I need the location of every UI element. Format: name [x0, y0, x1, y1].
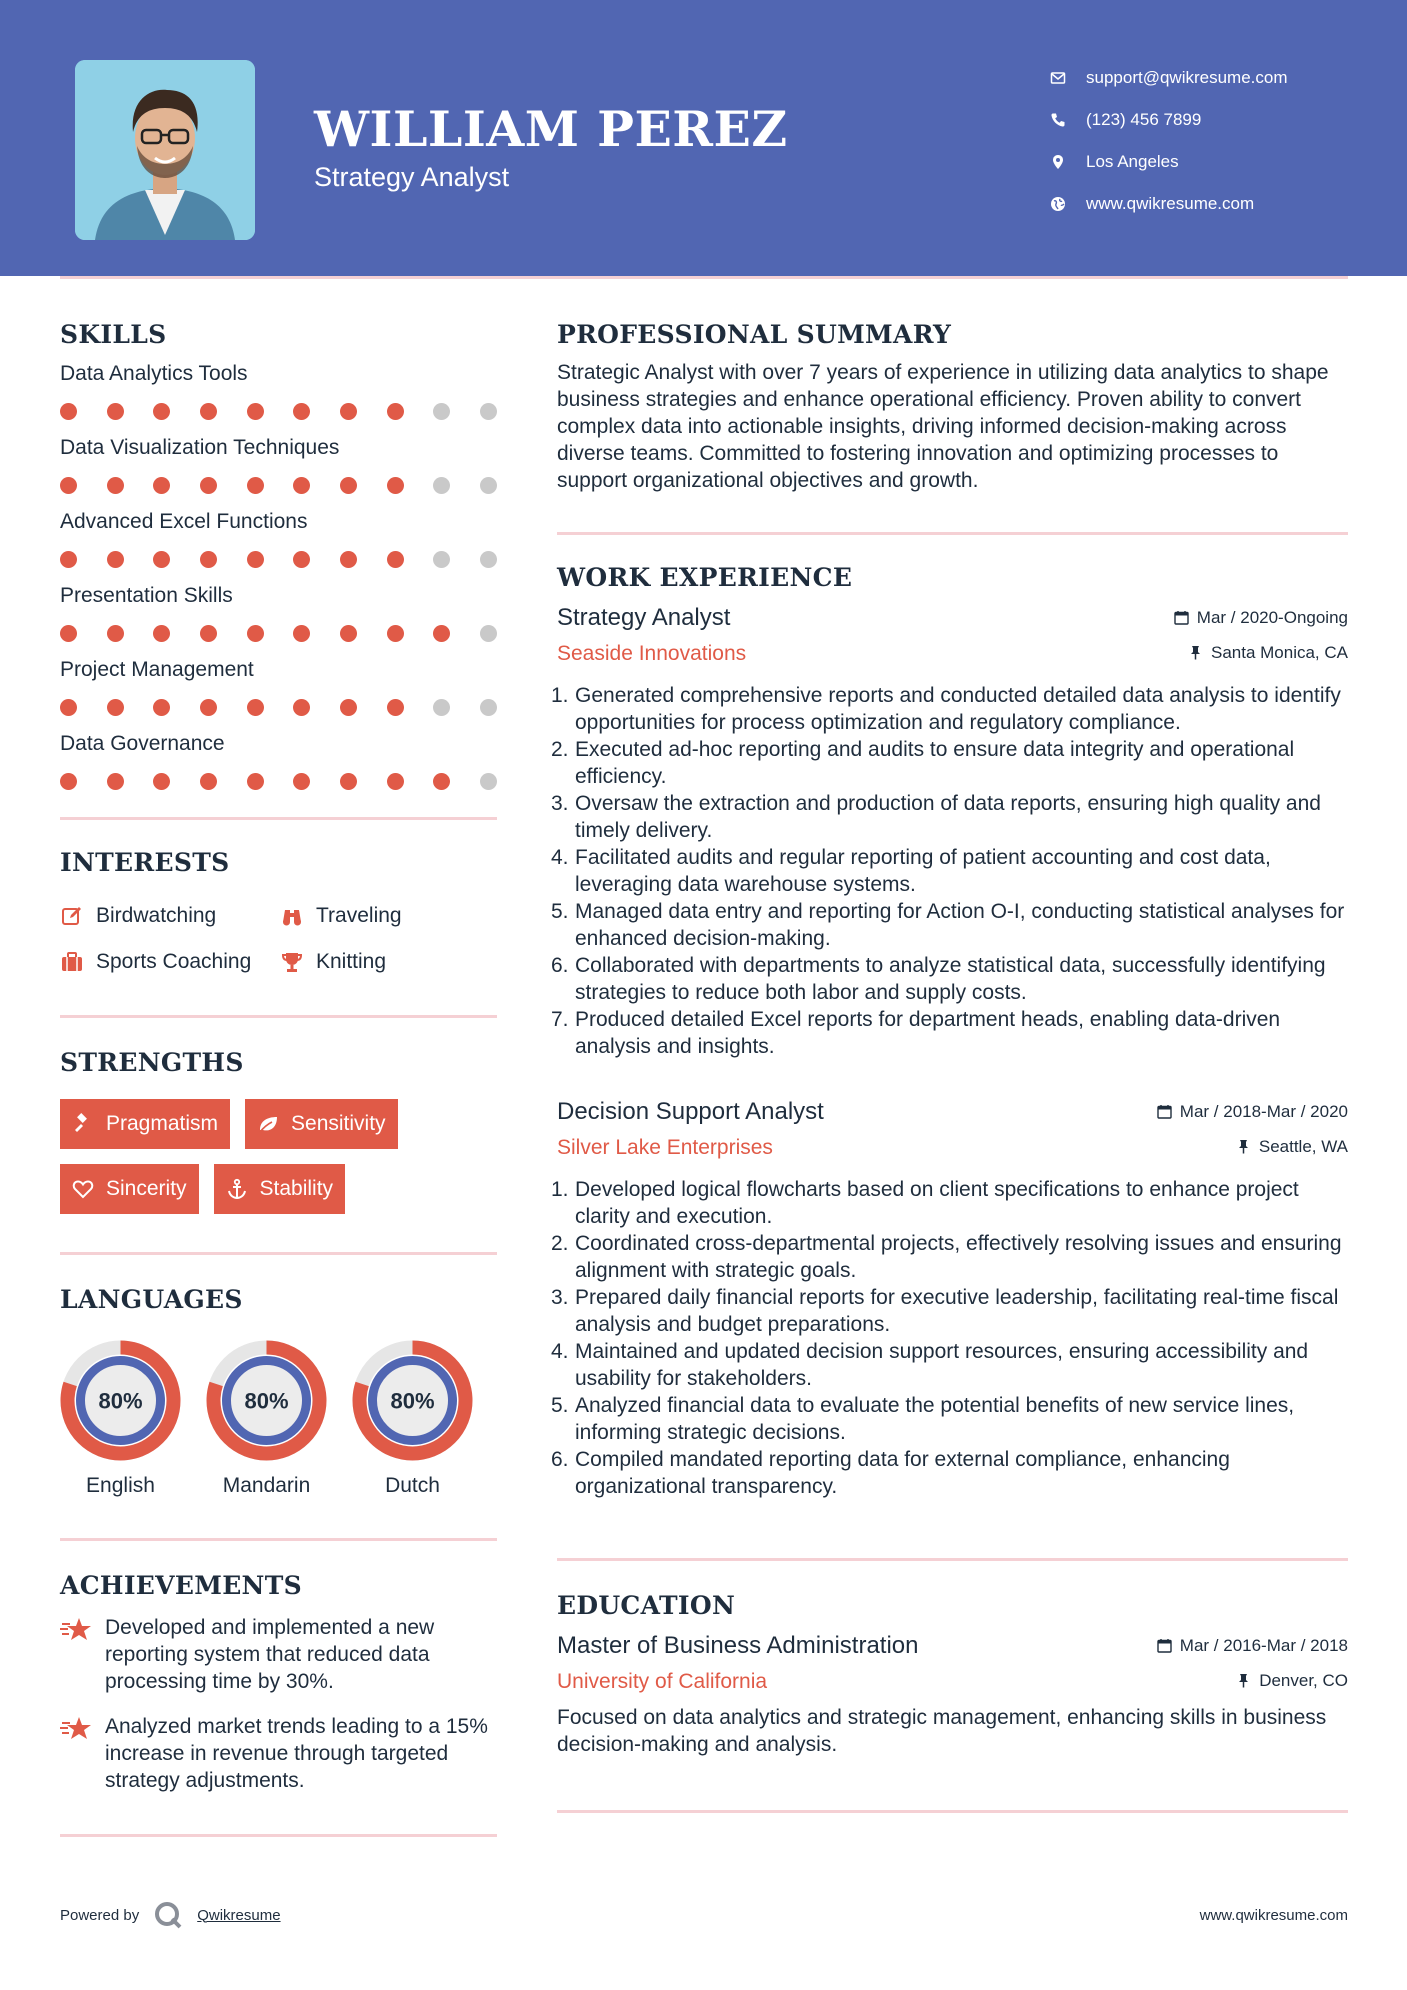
rating-dot-filled [200, 551, 217, 568]
rating-dot-filled [60, 477, 77, 494]
job-duties-list [551, 1176, 1348, 1500]
duty-text: Managed data entry and reporting for Action O-I, conducting statistical analyses for enhanced decision-making. [575, 900, 1345, 950]
rating-dot-empty [480, 773, 497, 790]
duty-text: Prepared daily financial reports for executive leadership, facilitating real-time fiscal analysis and budget preparations. [575, 1286, 1339, 1336]
strengths-list [60, 1099, 497, 1214]
header-divider [60, 276, 1348, 279]
rating-dot-filled [387, 699, 404, 716]
rating-dot-filled [387, 773, 404, 790]
rating-dot-filled [247, 551, 264, 568]
divider [60, 817, 497, 820]
duty-item [551, 1230, 1348, 1284]
rating-dot-filled [200, 773, 217, 790]
rating-dot-filled [293, 699, 310, 716]
education-school: University of California [557, 1670, 768, 1693]
duty-item [551, 844, 1348, 898]
skill-name: Data Analytics Tools [60, 362, 248, 385]
language-item [352, 1340, 473, 1498]
duty-text: Maintained and updated decision support resources, ensuring accessibility and usability for stakeholders. [575, 1340, 1309, 1390]
skill-item [60, 507, 497, 581]
duty-text: Oversaw the extraction and production of data reports, ensuring high quality and timely delivery. [575, 792, 1321, 842]
strength-label: Sensitivity [291, 1112, 386, 1135]
duty-text: Coordinated cross-departmental projects, effectively resolving issues and ensuring alignment with strategic goals. [575, 1232, 1342, 1282]
rating-dot-filled [293, 625, 310, 642]
rating-dot-filled [153, 625, 170, 642]
rating-dot-filled [107, 403, 124, 420]
duty-item [551, 682, 1348, 736]
rating-dot-filled [153, 551, 170, 568]
duty-number: 1. [551, 1178, 569, 1201]
pushpin-icon [1236, 1673, 1251, 1688]
job-entry [551, 1098, 1348, 1500]
rating-dot-filled [60, 625, 77, 642]
skills-section [60, 320, 497, 803]
rating-dot-filled [340, 773, 357, 790]
strength-label: Stability [259, 1177, 334, 1200]
language-name: English [86, 1474, 155, 1497]
job-dates [1174, 608, 1348, 628]
duty-item [551, 1006, 1348, 1060]
rating-dot-empty [433, 403, 450, 420]
summary-section [557, 320, 1348, 494]
job-entry [551, 604, 1348, 1060]
pushpin-icon [1236, 1139, 1251, 1154]
star-medal-icon [60, 1715, 92, 1743]
education-title: EDUCATION [557, 1591, 736, 1620]
duty-item [551, 898, 1348, 952]
interest-item [280, 945, 497, 979]
languages-list [60, 1340, 497, 1498]
divider [557, 1810, 1348, 1813]
rating-dot-filled [247, 625, 264, 642]
skill-rating [60, 463, 497, 507]
rating-dot-empty [480, 403, 497, 420]
job-dates-text: Mar / 2020-Ongoing [1196, 607, 1348, 627]
rating-dot-filled [340, 625, 357, 642]
rating-dot-empty [480, 477, 497, 494]
rating-dot-filled [387, 403, 404, 420]
language-ring [206, 1340, 327, 1461]
contact-list [1050, 57, 1390, 225]
location-pin-icon [1050, 154, 1066, 170]
contact-phone[interactable] [1050, 99, 1390, 141]
briefcase-icon [60, 950, 84, 974]
rating-dot-filled [200, 699, 217, 716]
contact-email[interactable] [1050, 57, 1390, 99]
interest-label: Birdwatching [96, 904, 217, 927]
duty-number: 5. [551, 900, 569, 923]
education-location-text: Denver, CO [1259, 1670, 1348, 1690]
strength-tag [60, 1099, 230, 1149]
rating-dot-filled [247, 699, 264, 716]
skill-name: Data Visualization Techniques [60, 436, 340, 459]
strength-label: Sincerity [106, 1177, 187, 1200]
brand-link[interactable]: Qwikresume [197, 1906, 281, 1924]
skill-rating [60, 759, 497, 803]
duty-item [551, 790, 1348, 844]
strength-tag [214, 1164, 346, 1214]
experience-section [551, 563, 1348, 1500]
interests-title: INTERESTS [60, 848, 230, 877]
summary-text: Strategic Analyst with over 7 years of experience in utilizing data analytics to shape business strategies and enhance operational efficiency. Proven ability to convert complex data into actionable insights, driving informed decision-making across diverse teams. Committed to fostering innovation and optimizing processes to support organizational objectives and growth. [557, 361, 1329, 492]
rating-dot-empty [433, 477, 450, 494]
divider [557, 1558, 1348, 1561]
language-percent: 80% [390, 1388, 435, 1414]
languages-title: LANGUAGES [60, 1285, 243, 1314]
rating-dot-filled [60, 699, 77, 716]
job-subheader [557, 642, 1348, 666]
rating-dot-filled [433, 625, 450, 642]
calendar-icon [1157, 1104, 1172, 1119]
skill-rating [60, 685, 497, 729]
contact-email-text: support@qwikresume.com [1086, 68, 1288, 87]
interest-label: Sports Coaching [96, 950, 252, 973]
rating-dot-filled [340, 403, 357, 420]
skill-name: Project Management [60, 658, 254, 681]
duty-number: 4. [551, 846, 569, 869]
duty-text: Compiled mandated reporting data for external compliance, enhancing organizational transparency. [575, 1448, 1230, 1498]
footer [60, 1900, 1348, 1930]
duty-text: Analyzed financial data to evaluate the potential benefits of new service lines, informing strategic decisions. [575, 1394, 1295, 1444]
duty-number: 3. [551, 1286, 569, 1309]
powered-by-label: Powered by [60, 1906, 140, 1924]
job-location [1236, 1137, 1348, 1157]
experience-title: WORK EXPERIENCE [557, 563, 853, 592]
rating-dot-filled [107, 551, 124, 568]
rating-dot-empty [480, 551, 497, 568]
skill-item [60, 655, 497, 729]
language-ring [352, 1340, 473, 1461]
pushpin-icon [1188, 645, 1203, 660]
duty-item [551, 1338, 1348, 1392]
job-company: Silver Lake Enterprises [557, 1136, 773, 1159]
rating-dot-filled [153, 403, 170, 420]
trophy-icon [280, 950, 304, 974]
rating-dot-filled [387, 477, 404, 494]
language-item [60, 1340, 181, 1498]
duty-text: Facilitated audits and regular reporting of patient accounting and cost data, leveraging data warehouse systems. [575, 846, 1271, 896]
duty-number: 3. [551, 792, 569, 815]
duty-number: 2. [551, 1232, 569, 1255]
anchor-icon [226, 1178, 248, 1200]
job-header [557, 604, 1348, 632]
duty-text: Collaborated with departments to analyze statistical data, successfully identifying strategies to reduce both labor and supply costs. [575, 954, 1326, 1004]
achievements-title: ACHIEVEMENTS [60, 1571, 302, 1600]
qwikresume-logo-icon [153, 1900, 183, 1930]
achievement-item [60, 1614, 497, 1695]
rating-dot-filled [247, 773, 264, 790]
skill-item [60, 581, 497, 655]
interest-item [60, 899, 280, 933]
calendar-icon [1174, 610, 1189, 625]
rating-dot-empty [480, 699, 497, 716]
footer-website[interactable]: www.qwikresume.com [1199, 1906, 1348, 1924]
contact-phone-text: (123) 456 7899 [1086, 110, 1202, 129]
duty-text: Generated comprehensive reports and conducted detailed data analysis to identify opportunities for process optimization and regulatory compliance. [575, 684, 1341, 734]
skill-name: Advanced Excel Functions [60, 510, 308, 533]
gavel-icon [72, 1113, 94, 1135]
job-dates-text: Mar / 2018-Mar / 2020 [1179, 1101, 1348, 1121]
candidate-name: WILLIAM PEREZ [314, 100, 788, 158]
skill-item [60, 359, 497, 433]
skills-title: SKILLS [60, 320, 167, 349]
interests-list [60, 899, 497, 979]
star-medal-icon [60, 1616, 92, 1644]
contact-location-text: Los Angeles [1086, 152, 1179, 171]
rating-dot-filled [153, 699, 170, 716]
language-name: Mandarin [222, 1474, 311, 1497]
rating-dot-filled [293, 403, 310, 420]
duty-text: Developed logical flowcharts based on client specifications to enhance project clarity and execution. [575, 1178, 1299, 1228]
job-location-text: Santa Monica, CA [1210, 642, 1348, 662]
strengths-section [60, 1048, 497, 1214]
profile-photo [75, 60, 255, 240]
calendar-icon [1157, 1638, 1172, 1653]
contact-website-text: www.qwikresume.com [1086, 194, 1255, 213]
duty-item [551, 1392, 1348, 1446]
languages-section [60, 1285, 497, 1498]
candidate-role: Strategy Analyst [314, 162, 510, 192]
rating-dot-filled [340, 699, 357, 716]
duty-item [551, 1446, 1348, 1500]
language-percent: 80% [244, 1388, 289, 1414]
rating-dot-empty [480, 625, 497, 642]
interest-label: Knitting [316, 950, 387, 973]
duty-item [551, 736, 1348, 790]
duty-item [551, 952, 1348, 1006]
job-company: Seaside Innovations [557, 642, 747, 665]
contact-website[interactable] [1050, 183, 1390, 225]
skill-rating [60, 611, 497, 655]
rating-dot-filled [60, 773, 77, 790]
rating-dot-filled [433, 773, 450, 790]
rating-dot-empty [433, 551, 450, 568]
achievements-section [60, 1571, 497, 1794]
education-section [557, 1591, 1348, 1758]
duty-number: 6. [551, 954, 569, 977]
interest-label: Traveling [316, 904, 402, 927]
skills-list [60, 359, 497, 803]
achievement-text: Developed and implemented a new reporting system that reduced data processing time by 30%. [105, 1616, 435, 1693]
duty-item [551, 1284, 1348, 1338]
rating-dot-filled [387, 625, 404, 642]
language-item [206, 1340, 327, 1498]
summary-title: PROFESSIONAL SUMMARY [557, 320, 952, 349]
contact-location [1050, 141, 1390, 183]
skill-item [60, 729, 497, 803]
job-location [1188, 643, 1348, 663]
leaf-icon [257, 1113, 279, 1135]
divider [60, 1538, 497, 1541]
education-dates-text: Mar / 2016-Mar / 2018 [1179, 1635, 1348, 1655]
phone-icon [1050, 112, 1066, 128]
rating-dot-filled [107, 699, 124, 716]
interest-item [60, 945, 280, 979]
duty-number: 2. [551, 738, 569, 761]
duty-number: 6. [551, 1448, 569, 1471]
language-ring [60, 1340, 181, 1461]
duty-item [551, 1176, 1348, 1230]
rating-dot-filled [107, 625, 124, 642]
rating-dot-filled [247, 403, 264, 420]
rating-dot-filled [200, 403, 217, 420]
job-duties-list [551, 682, 1348, 1060]
divider [60, 1015, 497, 1018]
language-name: Dutch [385, 1474, 440, 1497]
binoculars-icon [280, 904, 304, 928]
rating-dot-filled [107, 477, 124, 494]
education-text: Focused on data analytics and strategic management, enhancing skills in business decision-making and analysis. [557, 1706, 1327, 1756]
achievement-item [60, 1713, 497, 1794]
strength-tag [60, 1164, 199, 1214]
rating-dot-filled [293, 773, 310, 790]
resume-header [0, 0, 1407, 276]
rating-dot-filled [107, 773, 124, 790]
duty-number: 4. [551, 1340, 569, 1363]
pencil-icon [60, 904, 84, 928]
rating-dot-filled [60, 403, 77, 420]
divider [557, 532, 1348, 535]
skill-name: Presentation Skills [60, 584, 233, 607]
left-column [60, 320, 497, 1837]
right-column [551, 320, 1348, 1813]
duty-text: Produced detailed Excel reports for department heads, enabling data-driven analysis and insights. [575, 1008, 1281, 1058]
duty-number: 7. [551, 1008, 569, 1031]
rating-dot-filled [293, 551, 310, 568]
strengths-title: STRENGTHS [60, 1048, 244, 1077]
skill-name: Data Governance [60, 732, 225, 755]
education-subheader [557, 1670, 1348, 1694]
rating-dot-filled [247, 477, 264, 494]
education-degree: Master of Business Administration [557, 1632, 919, 1659]
interests-section [60, 848, 497, 979]
job-title: Strategy Analyst [557, 604, 731, 631]
divider [60, 1834, 497, 1837]
rating-dot-filled [387, 551, 404, 568]
job-title: Decision Support Analyst [557, 1098, 824, 1125]
strength-label: Pragmatism [106, 1112, 219, 1135]
powered-by [60, 1900, 281, 1930]
skill-item [60, 433, 497, 507]
achievement-text: Analyzed market trends leading to a 15% increase in revenue through targeted strategy adjustments. [105, 1715, 488, 1792]
job-subheader [557, 1136, 1348, 1160]
education-location [1236, 1671, 1348, 1691]
skill-rating [60, 389, 497, 433]
education-dates [1157, 1636, 1348, 1656]
strength-tag [245, 1099, 398, 1149]
rating-dot-filled [60, 551, 77, 568]
rating-dot-empty [433, 699, 450, 716]
heart-icon [72, 1178, 94, 1200]
divider [60, 1252, 497, 1255]
rating-dot-filled [340, 551, 357, 568]
skill-rating [60, 537, 497, 581]
job-header [557, 1098, 1348, 1126]
rating-dot-filled [340, 477, 357, 494]
globe-icon [1050, 196, 1066, 212]
rating-dot-filled [200, 625, 217, 642]
rating-dot-filled [153, 773, 170, 790]
rating-dot-filled [293, 477, 310, 494]
rating-dot-filled [200, 477, 217, 494]
interest-item [280, 899, 497, 933]
education-header [557, 1632, 1348, 1660]
job-dates [1157, 1102, 1348, 1122]
language-percent: 80% [98, 1388, 143, 1414]
job-location-text: Seattle, WA [1258, 1136, 1348, 1156]
duty-text: Executed ad-hoc reporting and audits to ensure data integrity and operational efficiency. [575, 738, 1295, 788]
envelope-icon [1050, 70, 1066, 86]
duty-number: 5. [551, 1394, 569, 1417]
duty-number: 1. [551, 684, 569, 707]
rating-dot-filled [153, 477, 170, 494]
